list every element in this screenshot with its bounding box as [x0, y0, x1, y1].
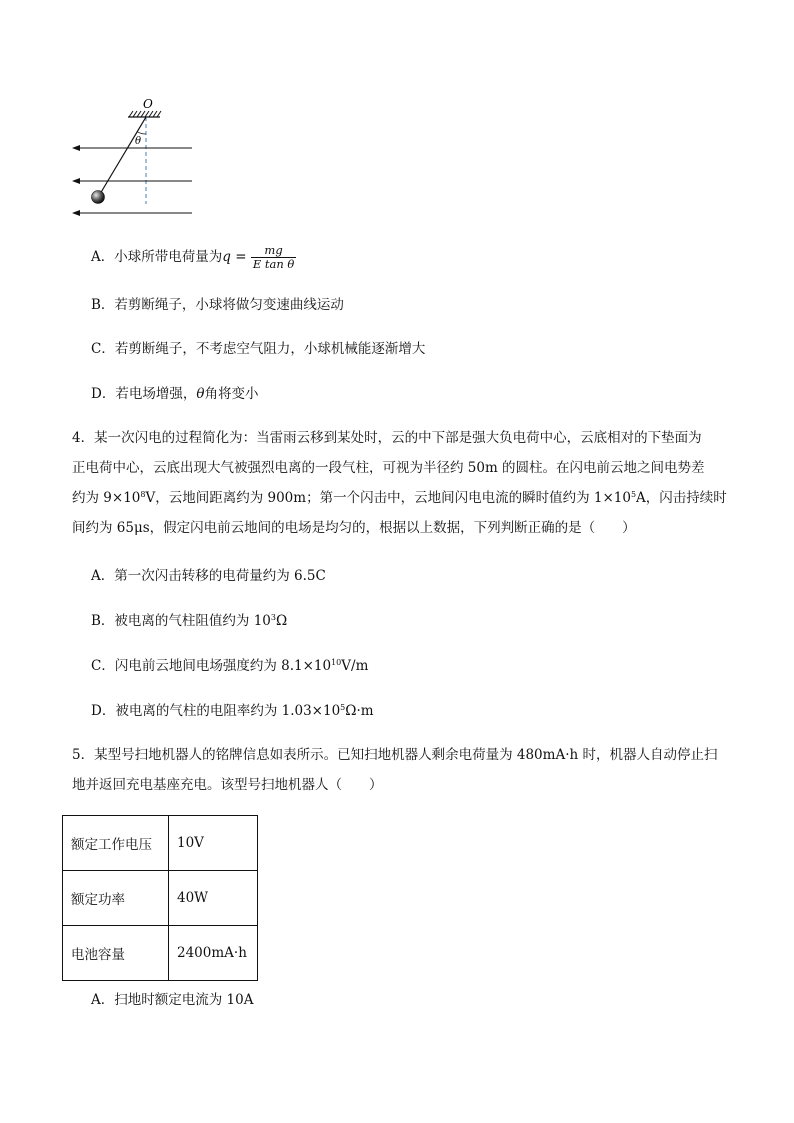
text-run: B．被电离的气柱阻值约为 10 — [91, 613, 271, 629]
option-5a: A．扫地时额定电流为 10A — [91, 992, 254, 1008]
fraction-numerator: mg — [251, 244, 297, 258]
table-row — [63, 816, 258, 871]
angle-arc — [138, 132, 147, 134]
angle-label: θ — [135, 136, 142, 147]
field-arrow-1 — [72, 145, 80, 151]
option-4b — [91, 611, 287, 631]
option-4d — [91, 701, 374, 721]
field-arrow-2 — [72, 178, 80, 184]
text-run: A，闪击持续时 — [636, 490, 727, 506]
stem-line: 正电荷中心，云底出现大气被强烈电离的一段气柱，可视为半径约 50m 的圆柱。在闪电前云地之间电势差 — [72, 460, 705, 476]
theta-symbol: θ — [196, 386, 205, 402]
option-3d — [91, 384, 258, 404]
stem-line — [72, 483, 732, 513]
exponent: 10 — [331, 658, 342, 667]
table-cell-value: 10V — [169, 816, 258, 871]
option-4a: A．第一次闪击转移的电荷量约为 6.5C — [91, 568, 326, 584]
fraction-denominator: E tan θ — [252, 257, 295, 271]
option-text: D．若电场增强， — [91, 386, 197, 402]
stem-line: 地并返回充电基座充电。该型号扫地机器人（ ） — [72, 777, 383, 793]
text-run: V/m — [341, 658, 369, 674]
table-cell-value: 2400mA·h — [169, 926, 258, 981]
text-run: Ω·m — [345, 703, 374, 719]
table-cell-key: 电池容量 — [63, 926, 169, 981]
pendulum-field-diagram — [62, 92, 202, 222]
stem-line: 4．某一次闪电的过程简化为：当雷雨云移到某处时，云的中下部是强大负电荷中心，云底相对的下垫面为 — [72, 430, 702, 446]
text-run: D．被电离的气柱的电阻率约为 1.03×10 — [91, 703, 341, 719]
nameplate-table — [62, 815, 258, 981]
equals-sign: = — [230, 249, 251, 265]
option-3b: B．若剪断绳子，小球将做匀变速曲线运动 — [91, 297, 344, 313]
exponent: 8 — [140, 490, 146, 499]
text-run: C．闪电前云地间电场强度约为 8.1×10 — [91, 658, 332, 674]
table-row — [63, 926, 258, 981]
string — [100, 117, 146, 194]
question-5-stem — [72, 740, 732, 800]
pivot-label: O — [143, 97, 153, 111]
exponent: 5 — [630, 490, 637, 499]
variable-q: q — [222, 249, 231, 265]
exponent: 3 — [270, 613, 276, 622]
stem-line: 间约为 65μs，假定闪电前云地间的电场是均匀的，根据以上数据，下列判断正确的是（ ） — [72, 520, 636, 536]
text-run: Ω — [275, 613, 288, 629]
option-4c — [91, 656, 368, 676]
charge-fraction — [251, 244, 297, 271]
exponent: 5 — [340, 703, 346, 712]
table-cell-key: 额定工作电压 — [63, 816, 169, 871]
stem-line: 5．某型号扫地机器人的铭牌信息如表所示。已知扫地机器人剩余电荷量为 480mA·h 时，机器人自动停止扫 — [72, 747, 718, 763]
option-text: 角将变小 — [204, 386, 259, 402]
table-cell-value: 40W — [169, 871, 258, 926]
text-run: V，云地间距离约为 900m；第一个闪击中，云地间闪电电流的瞬时值约为 1×10 — [145, 490, 631, 506]
charged-ball — [92, 191, 105, 204]
ceiling-hatch — [129, 111, 161, 117]
table-cell-key: 额定功率 — [63, 871, 169, 926]
field-arrow-3 — [72, 210, 80, 216]
option-text: A．小球所带电荷量为 — [91, 249, 223, 265]
question-4-stem — [72, 423, 732, 543]
option-3c: C．若剪断绳子，不考虑空气阻力，小球机械能逐渐增大 — [91, 341, 426, 357]
text-run: 约为 9×10 — [72, 490, 141, 506]
option-3a — [91, 244, 296, 271]
table-row — [63, 871, 258, 926]
